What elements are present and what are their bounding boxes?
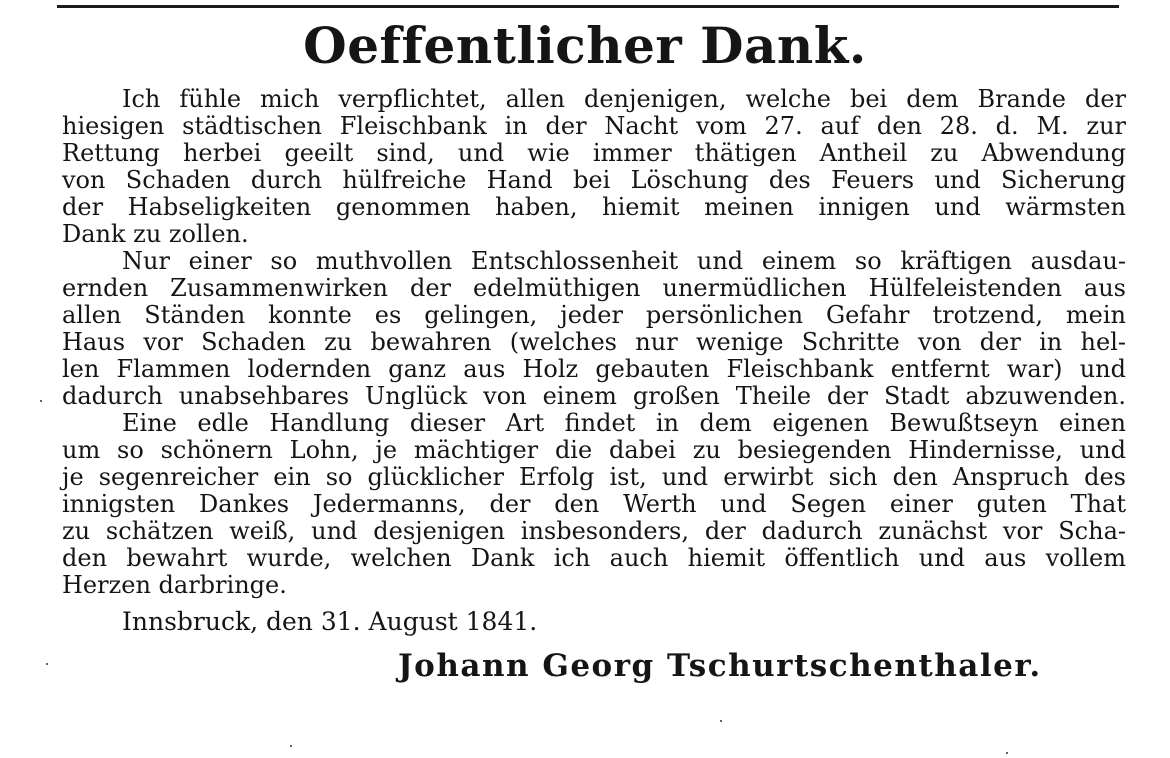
dateline: Innsbruck, den 31. August 1841.: [122, 607, 538, 636]
scan-speck: [46, 663, 48, 665]
scan-speck: [40, 400, 42, 402]
paragraph-2: [62, 248, 1126, 410]
text-line: von Schaden durch hülfreiche Hand bei Löschung des Feuers und Sicherung: [62, 166, 1126, 194]
text-line: Eine edle Handlung dieser Art findet in dem eigenen Bewußtseyn einen: [122, 409, 1126, 437]
scan-speck: [290, 745, 292, 747]
text-line: Herzen darbringe.: [62, 571, 287, 599]
signature: Johann Georg Tschurtschenthaler.: [398, 648, 1042, 684]
notice-body: [62, 86, 1126, 599]
top-rule: [57, 5, 1119, 8]
text-line: Haus vor Schaden zu bewahren (welches nur wenige Schritte von der in hel-: [62, 328, 1126, 356]
paragraph-1: [62, 86, 1126, 248]
scan-speck: [720, 720, 722, 722]
text-line: den bewahrt wurde, welchen Dank ich auch hiemit öffentlich und aus vollem: [62, 544, 1126, 572]
text-line: ernden Zusammenwirken der edelmüthigen unermüdlichen Hülfeleistenden aus: [62, 274, 1126, 302]
text-line: dadurch unabsehbares Unglück von einem großen Theile der Stadt abzuwenden.: [62, 382, 1126, 410]
text-line: Ich fühle mich verpflichtet, allen denjenigen, welche bei dem Brande der: [122, 85, 1126, 113]
text-line: um so schönern Lohn, je mächtiger die dabei zu besiegenden Hindernisse, und: [62, 436, 1126, 464]
notice-title: Oeffentlicher Dank.: [303, 16, 867, 75]
text-line: zu schätzen weiß, und desjenigen insbesonders, der dadurch zunächst vor Scha-: [62, 517, 1126, 545]
text-line: Rettung herbei geeilt sind, und wie immer thätigen Antheil zu Abwendung: [62, 139, 1126, 167]
text-line: je segenreicher ein so glücklicher Erfolg ist, und erwirbt sich den Anspruch des: [62, 463, 1126, 491]
text-line: Dank zu zollen.: [62, 220, 249, 248]
text-line: allen Ständen konnte es gelingen, jeder persönlichen Gefahr trotzend, mein: [62, 301, 1126, 329]
text-line: innigsten Dankes Jedermanns, der den Werth und Segen einer guten That: [62, 490, 1126, 518]
scan-speck: [1006, 752, 1008, 754]
paragraph-3: [62, 410, 1126, 599]
text-line: Nur einer so muthvollen Entschlossenheit und einem so kräftigen ausdau-: [122, 247, 1126, 275]
text-line: len Flammen lodernden ganz aus Holz gebauten Fleischbank entfernt war) und: [62, 355, 1126, 383]
text-line: hiesigen städtischen Fleischbank in der Nacht vom 27. auf den 28. d. M. zur: [62, 112, 1126, 140]
text-line: der Habseligkeiten genommen haben, hiemit meinen innigen und wärmsten: [62, 193, 1126, 221]
